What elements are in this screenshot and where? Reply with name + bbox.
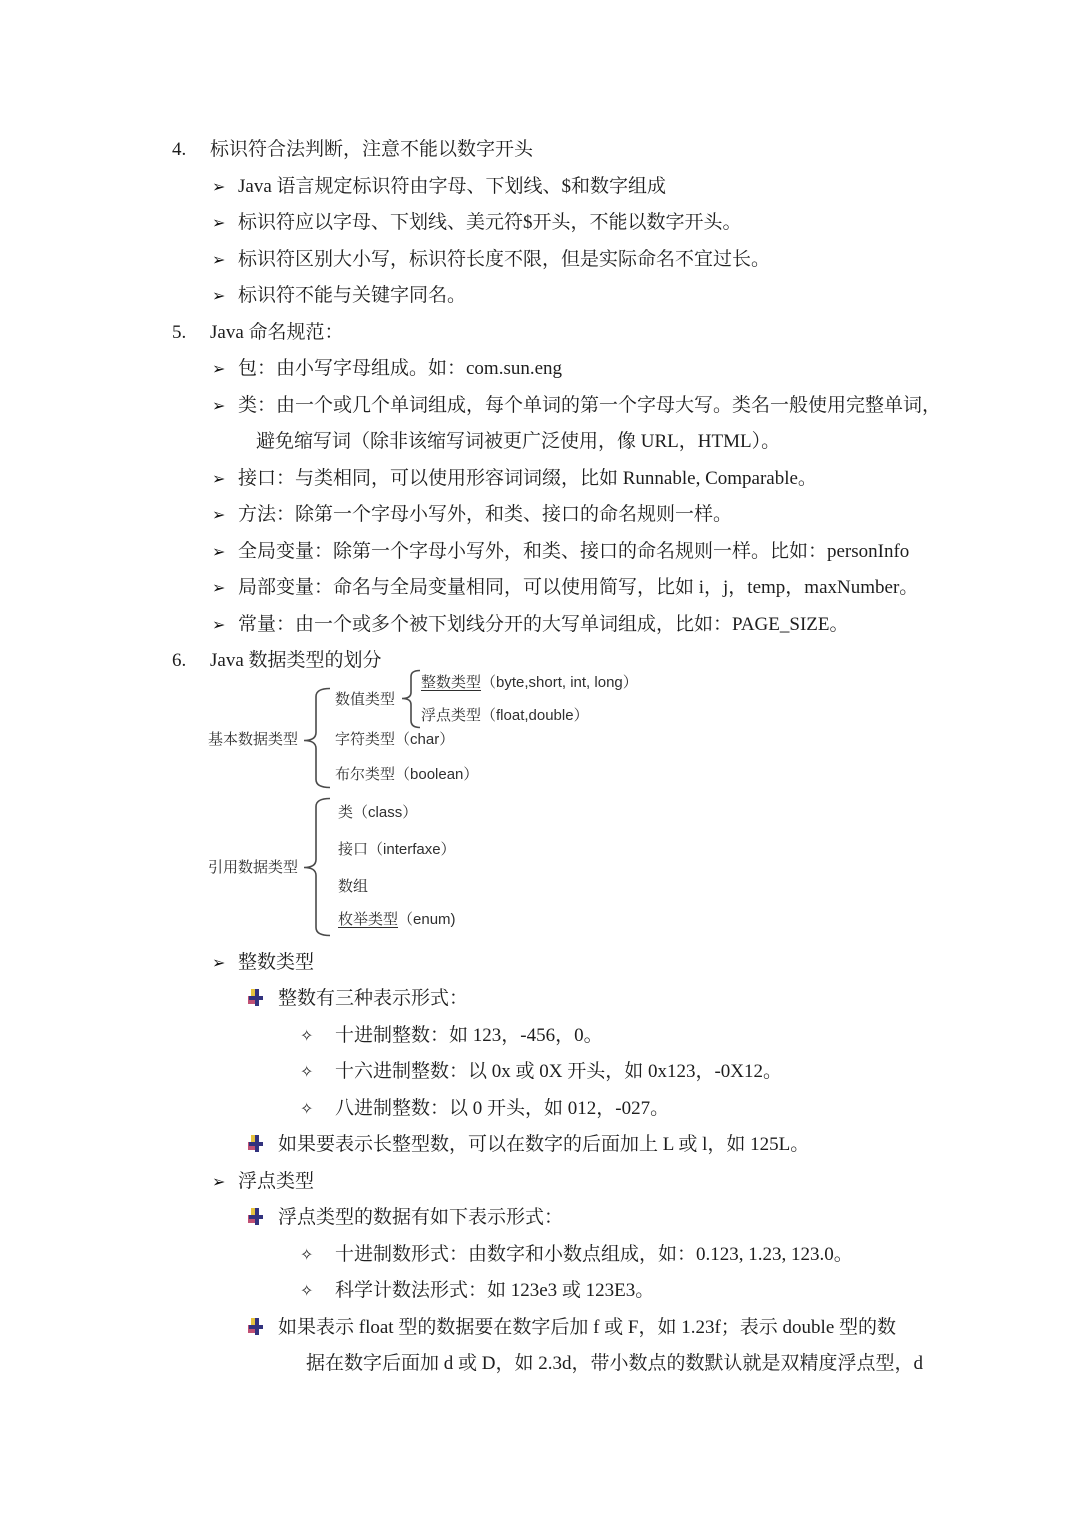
bullet-text: Java 语言规定标识符由字母、下划线、$和数字组成	[238, 175, 667, 197]
arrow-bullet-icon: ➢	[212, 505, 226, 524]
numbered-heading-4	[0, 132, 1080, 169]
colored-plus-bullet-icon	[248, 989, 265, 1006]
bullet-text: 整数类型	[238, 951, 315, 973]
arrow-bullet-icon: ➢	[212, 286, 226, 305]
item-number: 4.	[172, 139, 187, 160]
numbered-heading-5	[0, 315, 1080, 352]
diagram-node-paren: （enum)	[398, 910, 456, 928]
four-pointed-star-bullet-icon: ✧	[300, 1244, 314, 1264]
bullet-text: 整数有三种表示形式：	[278, 988, 469, 1009]
item-title: 标识符合法判断，注意不能以数字开头	[210, 139, 534, 160]
colored-plus-bullet-icon	[248, 1318, 265, 1335]
bullet-line	[0, 242, 1080, 279]
bullet-text: 局部变量：命名与全局变量相同，可以使用简写，比如 i，j，temp，maxNumber。	[238, 577, 919, 598]
diagram-node-numeric-type: 数值类型	[335, 690, 396, 708]
bullet-text: 如果表示 float 型的数据要在数字后加 f 或 F，如 1.23f；表示 double 型的数	[278, 1316, 897, 1338]
diagram-node-char-type	[335, 729, 454, 751]
bullet-text: 类：由一个或几个单词组成，每个单词的第一个字母大写。类名一般使用完整单词，	[238, 394, 942, 416]
arrow-bullet-icon: ➢	[212, 359, 226, 378]
diagram-node-integer-type	[421, 672, 638, 694]
arrow-bullet-icon: ➢	[212, 541, 226, 561]
bullet-line	[0, 388, 1080, 425]
bullet-text: 方法：除第一个字母小写外，和类、接口的命名规则一样。	[238, 504, 733, 525]
diagram-node-basic-types: 基本数据类型	[208, 730, 299, 748]
diagram-node-paren: （float,double）	[481, 706, 589, 724]
bullet-text: 八进制整数：以 0 开头，如 012，-027。	[335, 1097, 670, 1119]
sub-sub-bullet-line	[0, 1237, 1080, 1274]
diagram-node-paren: （class）	[353, 803, 418, 821]
arrow-bullet-icon: ➢	[212, 614, 226, 634]
item-number: 5.	[172, 321, 187, 343]
bullet-text: 接口：与类相同，可以使用形容词词缀，比如 Runnable, Comparable。	[238, 467, 817, 489]
bullet-text: 科学计数法形式：如 123e3 或 123E3。	[335, 1280, 655, 1301]
arrow-bullet-icon: ➢	[212, 249, 226, 269]
diagram-node-label: 类	[338, 803, 354, 821]
bullet-line	[0, 278, 1080, 315]
bullet-text: 十六进制整数：以 0x 或 0X 开头，如 0x123，-0X12。	[335, 1061, 783, 1082]
bullet-line	[0, 570, 1080, 607]
arrow-bullet-icon: ➢	[212, 1171, 226, 1191]
diagram-node-class	[338, 802, 417, 824]
diagram-node-label: 布尔类型	[335, 765, 396, 783]
bullet-line	[0, 1164, 1080, 1201]
diagram-node-label: 接口	[338, 840, 369, 858]
sub-sub-bullet-line	[0, 1054, 1080, 1091]
bullet-line	[0, 607, 1080, 644]
curly-brace-icon	[304, 688, 330, 787]
bullet-continuation	[0, 1346, 1080, 1383]
bullet-text: 据在数字后面加 d 或 D，如 2.3d，带小数点的数默认就是双精度浮点型，d	[306, 1353, 923, 1374]
sub-sub-bullet-line	[0, 1018, 1080, 1055]
diagram-node-array	[338, 876, 368, 898]
sub-sub-bullet-line	[0, 1273, 1080, 1310]
colored-plus-bullet-icon	[248, 1135, 265, 1152]
arrow-bullet-icon: ➢	[212, 395, 226, 415]
four-pointed-star-bullet-icon: ✧	[300, 1281, 314, 1300]
arrow-bullet-icon: ➢	[212, 578, 226, 597]
curly-brace-icon	[304, 798, 330, 935]
diagram-node-float-type	[421, 705, 589, 727]
arrow-bullet-icon: ➢	[212, 952, 226, 972]
arrow-bullet-icon: ➢	[212, 468, 226, 488]
diagram-node-label: 枚举类型	[338, 910, 399, 928]
bullet-line	[0, 461, 1080, 498]
sub-bullet-line	[0, 1127, 1080, 1164]
diagram-node-label: 整数类型	[421, 673, 482, 691]
bullet-line	[0, 497, 1080, 534]
data-type-tree-diagram	[0, 673, 1080, 945]
item-title: Java 数据类型的划分	[210, 650, 382, 671]
bullet-text: 标识符不能与关键字同名。	[238, 285, 467, 306]
bullet-text: 十进制数形式：由数字和小数点组成，如：0.123, 1.23, 123.0。	[335, 1243, 853, 1265]
item-title: Java 命名规范：	[210, 321, 344, 343]
arrow-bullet-icon: ➢	[212, 176, 226, 196]
bullet-line	[0, 351, 1080, 388]
four-pointed-star-bullet-icon: ✧	[300, 1062, 314, 1081]
sub-sub-bullet-line	[0, 1091, 1080, 1128]
sub-bullet-line	[0, 981, 1080, 1018]
bullet-text: 标识符应以字母、下划线、美元符$开头，不能以数字开头。	[238, 212, 742, 233]
diagram-node-boolean-type	[335, 764, 478, 786]
item-number: 6.	[172, 650, 187, 671]
diagram-node-enum	[338, 909, 456, 931]
four-pointed-star-bullet-icon: ✧	[300, 1098, 314, 1118]
diagram-node-paren: （interfaxe）	[368, 840, 456, 858]
bullet-text: 浮点类型的数据有如下表示形式：	[278, 1207, 564, 1228]
sub-bullet-line	[0, 1200, 1080, 1237]
colored-plus-bullet-icon	[248, 1208, 265, 1225]
diagram-node-reference-types: 引用数据类型	[208, 858, 299, 876]
bullet-text: 避免缩写词（除非该缩写词被更广泛使用，像 URL，HTML）。	[256, 431, 781, 452]
bullet-text: 浮点类型	[238, 1170, 315, 1192]
bullet-continuation	[0, 424, 1080, 461]
diagram-node-paren: （byte,short, int, long）	[481, 673, 638, 691]
four-pointed-star-bullet-icon: ✧	[300, 1025, 314, 1045]
bullet-text: 全局变量：除第一个字母小写外，和类、接口的命名规则一样。比如：personInfo	[238, 540, 910, 562]
diagram-node-label: 浮点类型	[421, 706, 482, 724]
bullet-text: 包：由小写字母组成。如：com.sun.eng	[238, 358, 563, 379]
curly-brace-icon	[402, 670, 420, 727]
bullet-text: 常量：由一个或多个被下划线分开的大写单词组成，比如：PAGE_SIZE。	[238, 613, 849, 635]
arrow-bullet-icon: ➢	[212, 213, 226, 232]
bullet-line	[0, 534, 1080, 571]
diagram-node-label: 数组	[338, 877, 369, 895]
diagram-node-paren: （char）	[395, 730, 455, 748]
bullet-text: 如果要表示长整型数，可以在数字的后面加上 L 或 l，如 125L。	[278, 1134, 810, 1155]
diagram-node-label: 字符类型	[335, 730, 396, 748]
bullet-text: 标识符区别大小写，标识符长度不限，但是实际命名不宜过长。	[238, 248, 771, 270]
bullet-line	[0, 205, 1080, 242]
bullet-line	[0, 169, 1080, 206]
sub-bullet-line	[0, 1310, 1080, 1347]
diagram-node-interface	[338, 839, 456, 861]
bullet-text: 十进制整数：如 123，-456，0。	[335, 1024, 603, 1046]
diagram-node-paren: （boolean）	[395, 765, 479, 783]
document-content	[0, 132, 1080, 1383]
